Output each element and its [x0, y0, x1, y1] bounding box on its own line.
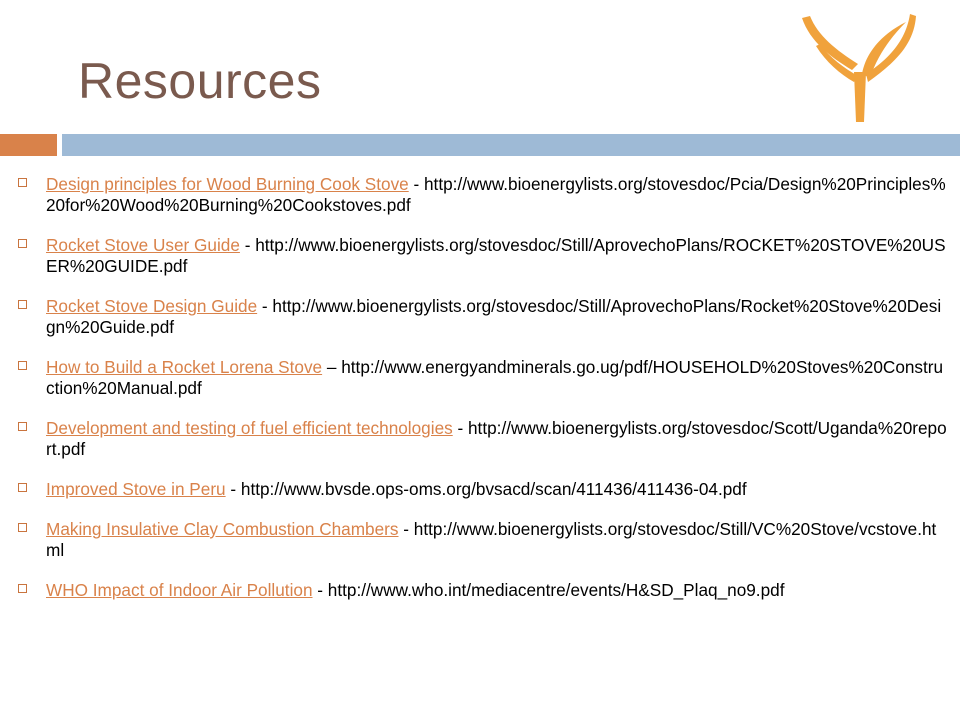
resource-list — [18, 174, 948, 620]
accent-bar-orange — [0, 134, 57, 156]
slide-title: Resources — [78, 53, 322, 109]
square-bullet-icon — [18, 523, 27, 532]
resource-separator: - — [312, 580, 328, 600]
square-bullet-icon — [18, 584, 27, 593]
resource-link[interactable]: Rocket Stove Design Guide — [46, 296, 258, 316]
square-bullet-icon — [18, 300, 27, 309]
resource-url: http://www.bioenergylists.org/stovesdoc/Still/VC%20Stove/vcstove.html — [46, 519, 937, 560]
resource-link[interactable]: Development and testing of fuel efficient technologies — [46, 418, 453, 438]
resource-url: http://www.bioenergylists.org/stovesdoc/Pcia/Design%20Principles%20for%20Wood%20Burning%20Cookstoves.pdf — [46, 174, 946, 215]
resource-separator: - — [225, 479, 241, 499]
resource-link[interactable]: Making Insulative Clay Combustion Chambers — [46, 519, 399, 539]
resource-link[interactable]: Improved Stove in Peru — [46, 479, 226, 499]
square-bullet-icon — [18, 483, 27, 492]
resource-link[interactable]: Design principles for Wood Burning Cook Stove — [46, 174, 409, 194]
plant-logo-icon — [796, 12, 932, 122]
resource-url: http://www.bvsde.ops-oms.org/bvsacd/scan/411436/411436-04.pdf — [240, 479, 747, 499]
resource-item — [18, 519, 948, 561]
resource-item — [18, 235, 948, 277]
resource-item — [18, 580, 948, 601]
accent-bar-blue — [62, 134, 960, 156]
resource-separator: – — [322, 357, 342, 377]
resource-link[interactable]: WHO Impact of Indoor Air Pollution — [46, 580, 313, 600]
resource-separator: - — [408, 174, 424, 194]
resource-url: http://www.bioenergylists.org/stovesdoc/Scott/Uganda%20report.pdf — [46, 418, 947, 459]
square-bullet-icon — [18, 178, 27, 187]
square-bullet-icon — [18, 239, 27, 248]
resource-separator: - — [398, 519, 414, 539]
square-bullet-icon — [18, 361, 27, 370]
resource-url: http://www.bioenergylists.org/stovesdoc/Still/AprovechoPlans/Rocket%20Stove%20Design%20Guide.pdf — [46, 296, 942, 337]
resource-separator: - — [257, 296, 273, 316]
resource-separator: - — [452, 418, 468, 438]
resource-item — [18, 357, 948, 399]
resource-url: http://www.bioenergylists.org/stovesdoc/Still/AprovechoPlans/ROCKET%20STOVE%20USER%20GUIDE.pdf — [46, 235, 946, 276]
resource-separator: - — [239, 235, 256, 255]
resource-link[interactable]: Rocket Stove User Guide — [46, 235, 240, 255]
resource-url: http://www.energyandminerals.go.ug/pdf/HOUSEHOLD%20Stoves%20Construction%20Manual.pdf — [46, 357, 944, 398]
resource-item — [18, 296, 948, 338]
resource-item — [18, 479, 948, 500]
resource-item — [18, 174, 948, 216]
square-bullet-icon — [18, 422, 27, 431]
resource-link[interactable]: How to Build a Rocket Lorena Stove — [46, 357, 323, 377]
resource-url: http://www.who.int/mediacentre/events/H&SD_Plaq_no9.pdf — [327, 580, 785, 600]
resource-item — [18, 418, 948, 460]
